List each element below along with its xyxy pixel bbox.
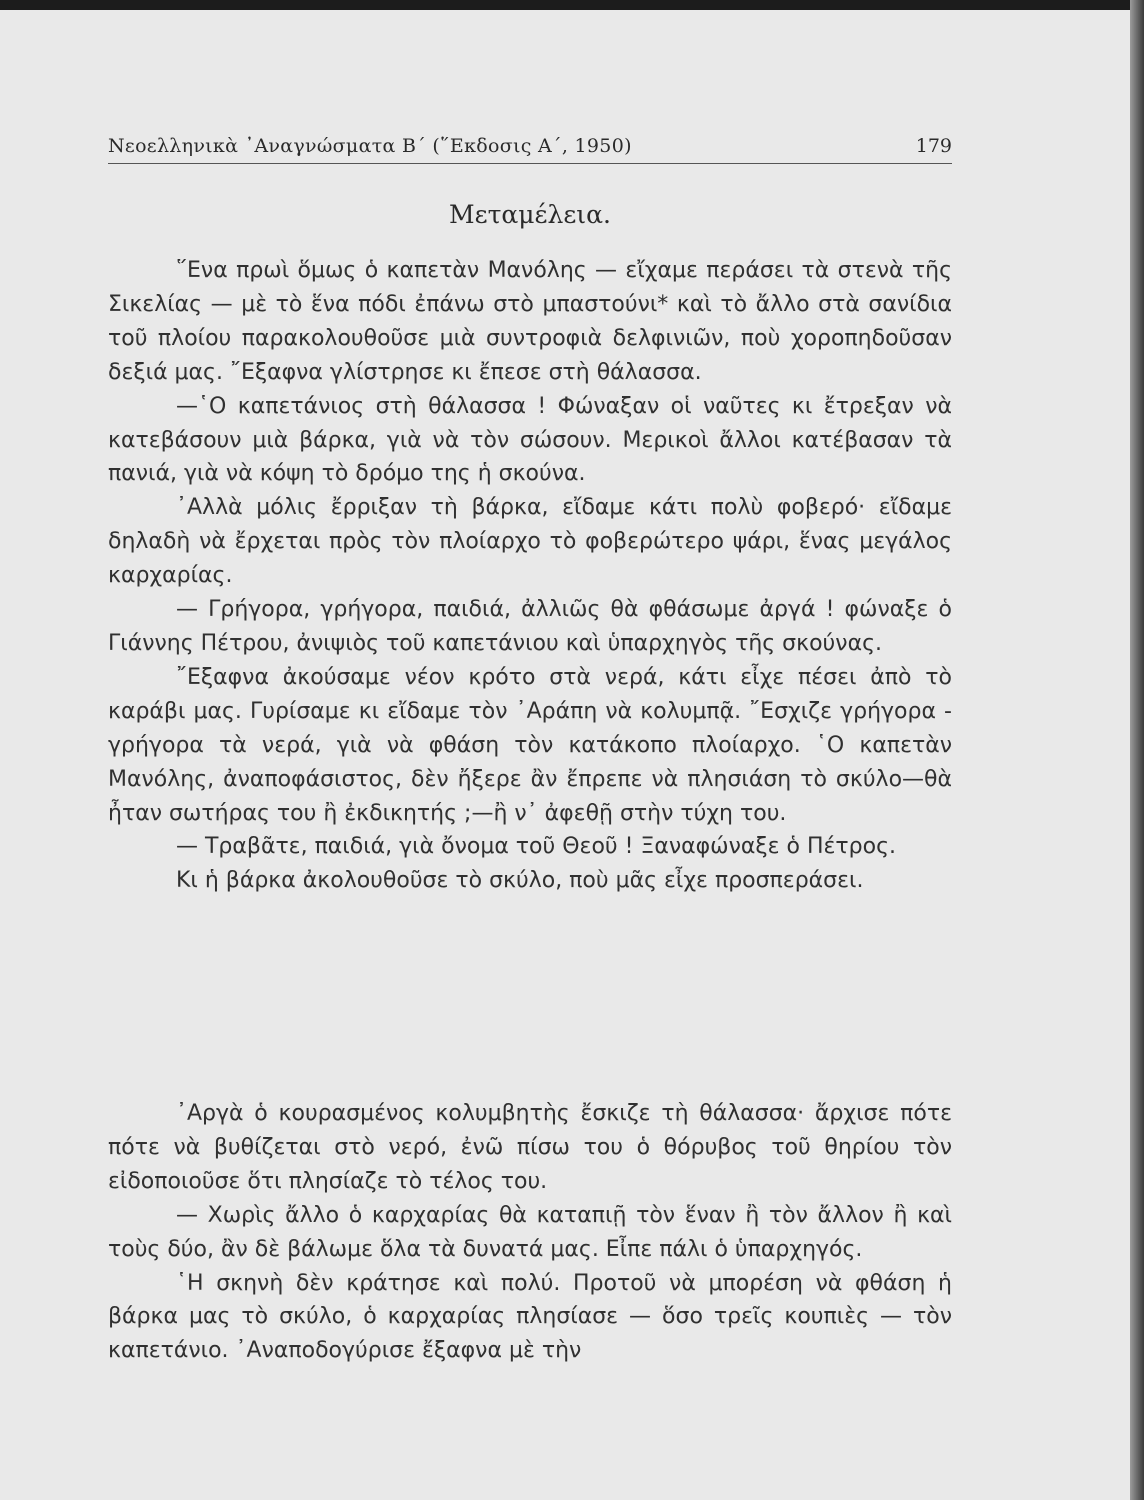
paragraph: — Γρήγορα, γρήγορα, παιδιά, ἀλλιῶς θὰ φθάσωμε ἀργά ! φώναξε ὁ Γιάννης Πέτρου, ἀνιψιὸς τοῦ καπετάνιου καὶ ὑπαρχηγὸς τῆς σκούνας. (108, 597, 952, 656)
text-section-2 (108, 1097, 952, 1368)
paragraph: — Χωρὶς ἄλλο ὁ καρχαρίας θὰ καταπιῇ τὸν ἕναν ἢ τὸν ἄλλον ἢ καὶ τοὺς δύο, ἂν δὲ βάλωμε ὅλα τὰ δυνατά μας. Εἶπε πάλι ὁ ὑπαρχηγός. (108, 1202, 952, 1262)
book-page (0, 10, 1130, 1500)
paragraph: ῾Η σκηνὴ δὲν κράτησε καὶ πολύ. Προτοῦ νὰ μπορέση νὰ φθάση ἡ βάρκα μας τὸ σκύλο, ὁ καρχαρίας πλησίασε — ὅσο τρεῖς κουπιὲς — τὸν καπετάνιο. ᾿Αναποδογύρισε ἔξαφνα μὲ τὴν (108, 1270, 952, 1364)
paragraph: ῞Ενα πρωὶ ὅμως ὁ καπετὰν Μανόλης — εἴχαμε περάσει τὰ στενὰ τῆς Σικελίας — μὲ τὸ ἕνα πόδι ἐπάνω στὸ μπαστούνι* καὶ τὸ ἄλλο στὰ σανίδια τοῦ πλοίου παρακολουθοῦσε μιὰ συντροφιὰ δελφινιῶν, ποὺ χοροπηδοῦσαν δεξιά μας. ῎Εξαφνα γλίστρησε κι ἔπεσε στὴ θάλασσα. (108, 258, 952, 385)
page-number: 179 (915, 135, 952, 157)
paragraph: ᾿Αλλὰ μόλις ἔρριξαν τὴ βάρκα, εἴδαμε κάτι πολὺ φοβερό· εἴδαμε δηλαδὴ νὰ ἔρχεται πρὸς τὸν πλοίαρχο τὸ φοβερώτερο ψάρι, ἕνας μεγάλος καρχαρίας. (108, 495, 952, 589)
paragraph: — Τραβᾶτε, παιδιά, γιὰ ὄνομα τοῦ Θεοῦ ! Ξαναφώναξε ὁ Πέτρος. (176, 834, 896, 860)
paragraph: ῎Εξαφνα ἀκούσαμε νέον κρότο στὰ νερά, κάτι εἶχε πέσει ἀπὸ τὸ καράβι μας. Γυρίσαμε κι εἴδαμε τὸν ᾿Αράπη νὰ κολυμπᾷ. ῎Εσχιζε γρήγορα - γρήγορα τὰ νερά, γιὰ νὰ φθάση τὸν κατάκοπο πλοίαρχο. ῾Ο καπετὰν Μανόλης, ἀναποφάσιστος, δὲν ἤξερε ἂν ἔπρεπε νὰ πλησιάση τὸ σκύλο—θὰ ἦταν σωτήρας του ἢ ἐκδικητής ;—ἢ ν᾿ ἀφεθῇ στὴν τύχη του. (108, 664, 952, 826)
chapter-title: Μεταμέλεια. (449, 200, 611, 229)
running-header (108, 135, 952, 164)
page-edge-shadow (1130, 0, 1144, 1500)
paragraph: ᾿Αργὰ ὁ κουρασμένος κολυμβητὴς ἔσκιζε τὴ θάλασσα· ἄρχισε πότε πότε νὰ βυθίζεται στὸ νερό, ἐνῶ πίσω του ὁ θόρυβος τοῦ θηρίου τὸν εἰδοποιοῦσε ὅτι πλησίαζε τὸ τέλος του. (108, 1101, 952, 1194)
paragraph: —῾Ο καπετάνιος στὴ θάλασσα ! Φώναξαν οἱ ναῦτες κι ἔτρεξαν νὰ κατεβάσουν μιὰ βάρκα, γιὰ νὰ τὸν σώσουν. Μερικοὶ ἄλλοι κατέβασαν τὰ πανιά, γιὰ νὰ κόψη τὸ δρόμο της ἡ σκούνα. (108, 393, 952, 487)
text-section-1 (108, 254, 952, 898)
paragraph: Κι ἡ βάρκα ἀκολουθοῦσε τὸ σκύλο, ποὺ μᾶς εἶχε προσπεράσει. (176, 868, 864, 894)
running-title: Νεοελληνικὰ ᾿Αναγνώσματα Β΄ (῞Εκδοσις Α΄, 1950) (108, 135, 632, 157)
